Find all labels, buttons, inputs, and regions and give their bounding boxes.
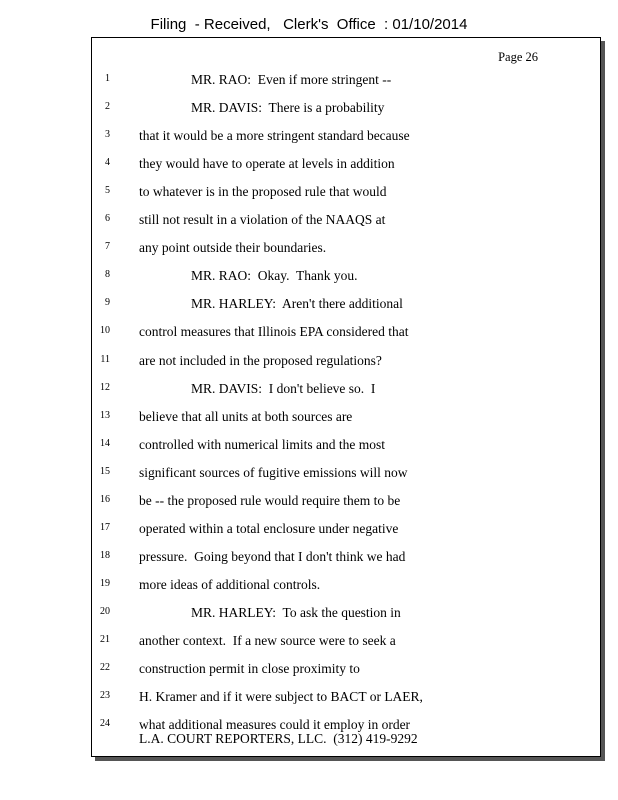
line-text: they would have to operate at levels in addition [139, 156, 395, 172]
transcript-line [92, 128, 600, 148]
line-number: 9 [105, 297, 110, 309]
line-number: 1 [105, 73, 110, 84]
line-text: MR. HARLEY: Aren't there additional [191, 296, 403, 312]
transcript-line [92, 184, 600, 204]
transcript-line [92, 324, 600, 344]
line-text: operated within a total enclosure under negative [139, 520, 399, 536]
line-text: any point outside their boundaries. [139, 240, 327, 256]
line-number: 3 [105, 129, 110, 141]
line-number: 22 [100, 662, 110, 674]
line-text: still not result in a violation of the NAAQS at [139, 212, 386, 228]
line-text: that it would be a more stringent standard because [139, 128, 410, 144]
transcript-line [92, 100, 600, 120]
line-number: 6 [105, 213, 110, 225]
line-text: believe that all units at both sources are [139, 408, 353, 424]
footer-reporter: L.A. COURT REPORTERS, LLC. (312) 419-9292 [139, 731, 418, 746]
line-number: 13 [100, 409, 110, 421]
line-number: 24 [100, 718, 110, 730]
line-number: 11 [100, 353, 110, 365]
line-number: 15 [100, 465, 110, 477]
line-number: 19 [100, 577, 110, 589]
transcript-line [92, 465, 600, 485]
line-text: significant sources of fugitive emissions will now [139, 464, 408, 480]
transcript-line [92, 409, 600, 429]
line-text: to whatever is in the proposed rule that would [139, 184, 387, 200]
line-text: are not included in the proposed regulations? [139, 352, 382, 368]
line-text: more ideas of additional controls. [139, 576, 321, 592]
transcript-line [92, 240, 600, 260]
line-number: 10 [100, 325, 110, 337]
transcript-line [92, 689, 600, 709]
line-number: 5 [105, 185, 110, 197]
transcript-line [92, 521, 600, 541]
line-text: what additional measures could it employ in order [139, 717, 411, 733]
transcript-line [92, 577, 600, 597]
transcript-line [92, 493, 600, 513]
line-number: 4 [105, 157, 110, 169]
line-text: controlled with numerical limits and the most [139, 436, 385, 452]
transcript-line [92, 381, 600, 401]
line-text: another context. If a new source were to seek a [139, 633, 396, 648]
transcript-line [92, 549, 600, 569]
line-number: 14 [100, 437, 110, 449]
transcript-line [92, 437, 600, 457]
transcript-line [92, 605, 600, 625]
transcript-line [92, 296, 600, 316]
line-text: construction permit in close proximity to [139, 661, 360, 677]
line-number: 12 [100, 381, 110, 393]
line-number: 21 [100, 634, 110, 645]
transcript-line [92, 72, 600, 92]
line-number: 18 [100, 549, 110, 561]
line-number: 16 [100, 493, 110, 505]
line-text: be -- the proposed rule would require them to be [139, 492, 401, 508]
line-number: 20 [100, 605, 110, 617]
transcript-page [91, 37, 601, 757]
page-number: Page 26 [498, 50, 538, 64]
transcript-line [92, 268, 600, 288]
line-text: MR. RAO: Even if more stringent -- [191, 72, 392, 87]
transcript-line [92, 633, 600, 653]
line-text: pressure. Going beyond that I don't think we had [139, 548, 406, 564]
line-text: MR. DAVIS: There is a probability [191, 100, 385, 116]
line-text: control measures that Illinois EPA considered that [139, 324, 409, 340]
filing-stamp: Filing - Received, Clerk's Office : 01/10/2014 [150, 16, 468, 33]
line-text: MR. DAVIS: I don't believe so. I [191, 380, 376, 396]
line-number: 23 [100, 690, 110, 702]
line-text: MR. HARLEY: To ask the question in [191, 604, 401, 620]
line-number: 2 [105, 101, 110, 113]
transcript-line [92, 156, 600, 176]
line-number: 8 [105, 269, 110, 281]
transcript-line [92, 212, 600, 232]
line-text: MR. RAO: Okay. Thank you. [191, 268, 358, 284]
line-number: 17 [100, 521, 110, 533]
line-text: H. Kramer and if it were subject to BACT or LAER, [139, 689, 423, 705]
transcript-line [92, 661, 600, 681]
transcript-line [92, 353, 600, 373]
line-number: 7 [105, 241, 110, 253]
